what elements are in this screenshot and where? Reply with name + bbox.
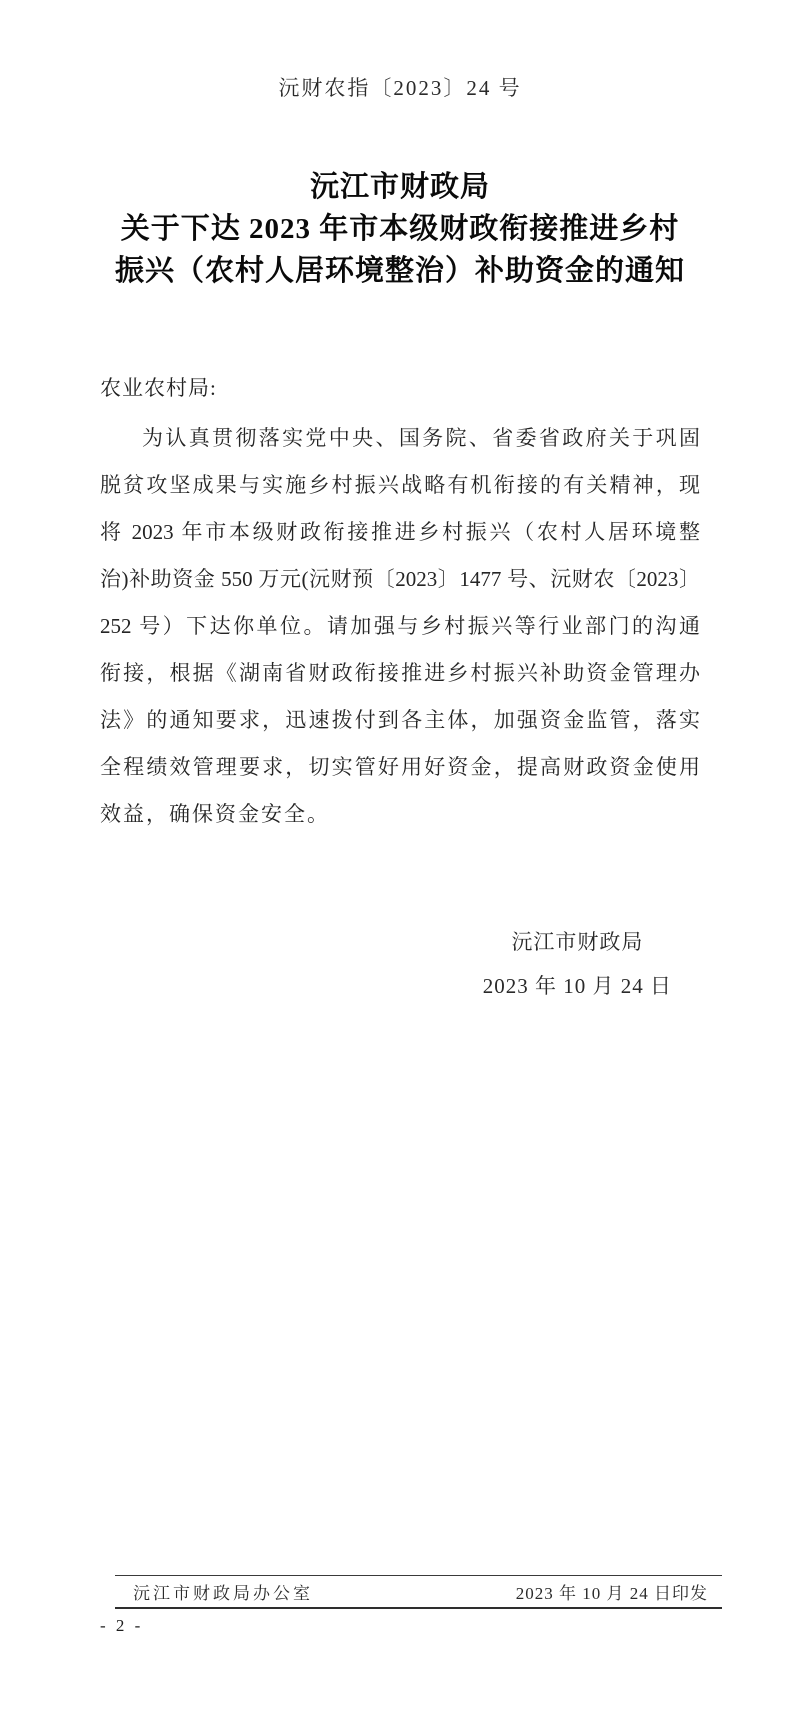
body-line: 将 2023 年市本级财政衔接推进乡村振兴（农村人居环境整 <box>100 520 700 544</box>
title-line-3: 振兴（农村人居环境整治）补助资金的通知 <box>114 255 685 287</box>
signature-date: 2023 年 10 月 24 日 <box>482 974 672 998</box>
body-line: 法》的通知要求，迅速拨付到各主体，加强资金监管，落实 <box>100 708 700 732</box>
signature-block <box>483 920 672 1008</box>
body-line: 衔接，根据《湖南省财政衔接推进乡村振兴补助资金管理办 <box>100 661 700 685</box>
title-line-2: 关于下达 2023 年市本级财政衔接推进乡村 <box>120 213 680 245</box>
footer-print-date: 2023 年 10 月 24 日印发 <box>515 1584 708 1603</box>
body-line: 全程绩效管理要求，切实管好用好资金，提高财政资金使用 <box>100 755 700 779</box>
footer-colophon <box>115 1575 722 1609</box>
signature-org: 沅江市财政局 <box>511 930 644 954</box>
body-line: 252 号）下达你单位。请加强与乡村振兴等行业部门的沟通 <box>100 614 700 638</box>
body-line: 效益，确保资金安全。 <box>100 802 330 826</box>
footer-office: 沅江市财政局办公室 <box>133 1584 313 1603</box>
title-issuing-org: 沅江市财政局 <box>309 171 490 203</box>
body-line: 脱贫攻坚成果与实施乡村振兴战略有机衔接的有关精神，现 <box>100 473 700 497</box>
page-number: - 2 - <box>100 1616 144 1635</box>
salutation: 农业农村局: <box>100 376 217 400</box>
body-line: 治)补助资金 550 万元(沅财预〔2023〕1477 号、沅财农〔2023〕 <box>100 567 700 591</box>
doc-number: 沅财农指〔2023〕24 号 <box>278 76 522 100</box>
body-line: 为认真贯彻落实党中央、国务院、省委省政府关于巩固 <box>142 426 700 450</box>
document-title <box>60 166 740 292</box>
body-paragraph <box>100 415 700 838</box>
